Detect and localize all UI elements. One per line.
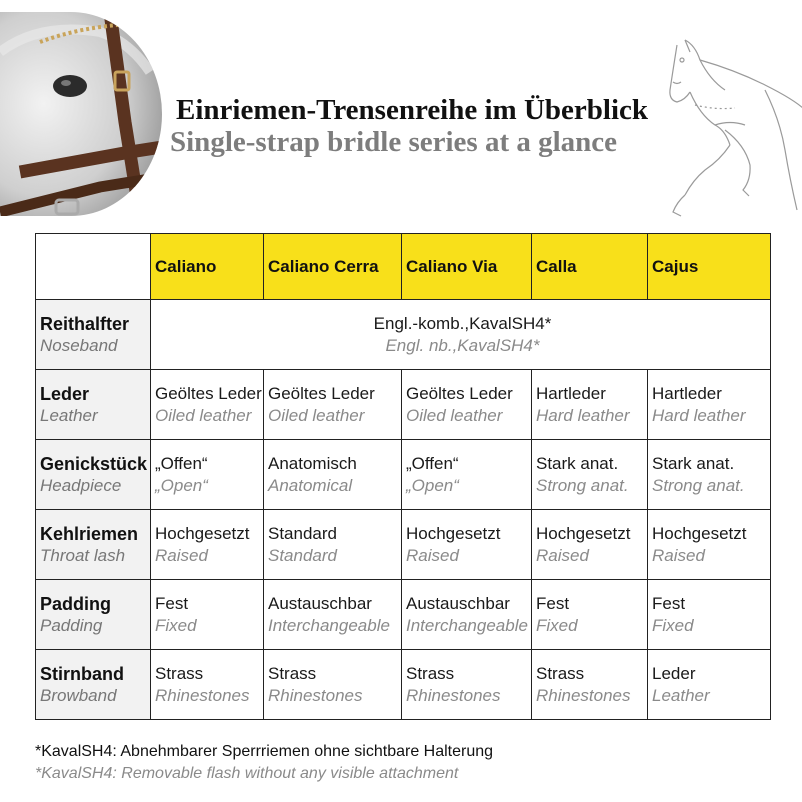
cell-value-en: Hard leather [536,405,630,425]
column-header: Calla [532,234,648,300]
cell-value-de: Leder [652,663,696,683]
column-header: Caliano Cerra [264,234,402,300]
row-label [36,510,151,580]
row-label [36,580,151,650]
table-cell [151,440,264,510]
cell-value-en: Raised [536,545,589,565]
row-label-en: Throat lash [40,545,126,565]
table-row [36,510,771,580]
table-cell [532,440,648,510]
cell-value-de: Strass [155,663,204,683]
cell-value-en: Interchangeable [268,615,390,635]
table-cell [264,370,402,440]
row-label-en: Headpiece [40,475,122,495]
row-label-de: Genickstück [40,453,148,474]
cell-value-en: Raised [652,545,705,565]
cell-value-de: Geöltes Leder [406,383,513,403]
page-title: Einriemen-Trensenreihe im Überblick [176,94,649,126]
column-header: Caliano Via [402,234,532,300]
merged-cell [151,300,771,370]
table-row [36,370,771,440]
cell-value-de: Hochgesetzt [155,523,250,543]
cell-value-en: Rhinestones [406,685,501,705]
cell-value-en: Leather [652,685,710,705]
cell-value-de: Strass [536,663,585,683]
cell-value-en: Hard leather [652,405,746,425]
table-cell [151,650,264,720]
table-row [36,650,771,720]
cell-value-de: Hochgesetzt [536,523,631,543]
cell-value-de: Austauschbar [268,593,372,613]
horse-bridle-photo [0,12,162,216]
table-cell [264,510,402,580]
row-label-en: Browband [40,685,117,705]
cell-value-de: Stark anat. [536,453,619,473]
cell-value-de: Strass [268,663,317,683]
cell-value-de: Standard [268,523,337,543]
cell-value-de: „Offen“ [155,453,208,473]
cell-value-en: Standard [268,545,337,565]
cell-value-de: Engl.-komb.,KavalSH4* [373,313,552,333]
table-cell [402,510,532,580]
table-cell [648,370,771,440]
column-header: Caliano [151,234,264,300]
table-cell [648,580,771,650]
cell-value-en: Fixed [536,615,578,635]
table-cell [151,510,264,580]
row-label-de: Reithalfter [40,313,130,334]
table-row [36,580,771,650]
table-cell [648,650,771,720]
table-cell [532,370,648,440]
table-cell [264,580,402,650]
table-cell [151,580,264,650]
cell-value-en: Raised [406,545,459,565]
row-label [36,650,151,720]
table-cell [648,440,771,510]
footnote-en: *KavalSH4: Removable flash without any visible attachment [35,765,459,782]
cell-value-en: Fixed [155,615,197,635]
cell-value-de: Fest [155,593,189,613]
cell-value-de: Geöltes Leder [268,383,375,403]
table-cell [402,440,532,510]
table-cell [532,510,648,580]
cell-value-de: Stark anat. [652,453,735,473]
footnote-de: *KavalSH4: Abnehmbarer Sperrriemen ohne sichtbare Halterung [35,743,494,760]
header-corner [36,234,151,300]
cell-value-en: Oiled leather [406,405,503,425]
column-header: Cajus [648,234,771,300]
cell-value-de: Hochgesetzt [406,523,501,543]
cell-value-en: „Open“ [155,475,208,495]
table-cell [264,440,402,510]
cell-value-de: Anatomisch [268,453,357,473]
cell-value-en: Oiled leather [155,405,252,425]
table-row [36,300,771,370]
horse-sketch-illustration [655,30,802,225]
table-cell [532,650,648,720]
cell-value-de: Fest [652,593,686,613]
comparison-table [35,233,771,720]
table-cell [648,510,771,580]
table-row [36,440,771,510]
row-label-en: Padding [40,615,103,635]
cell-value-de: Fest [536,593,570,613]
row-label [36,370,151,440]
row-label-en: Leather [40,405,98,425]
row-label [36,300,151,370]
cell-value-de: Hartleder [536,383,606,403]
table-header-row [36,234,771,300]
cell-value-de: Hartleder [652,383,722,403]
cell-value-de: Geöltes Leder [155,383,262,403]
row-label-en: Noseband [40,335,118,355]
cell-value-en: Rhinestones [536,685,631,705]
table-cell [402,580,532,650]
page-subtitle: Single-strap bridle series at a glance [170,126,618,158]
cell-value-de: Hochgesetzt [652,523,747,543]
cell-value-en: Strong anat. [536,475,629,495]
cell-value-en: Oiled leather [268,405,365,425]
cell-value-en: Fixed [652,615,694,635]
table-cell [532,580,648,650]
cell-value-en: Rhinestones [155,685,250,705]
cell-value-en: „Open“ [406,475,459,495]
row-label-de: Kehlriemen [40,523,139,544]
cell-value-en: Anatomical [268,475,353,495]
cell-value-de: Austauschbar [406,593,510,613]
cell-value-en: Interchangeable [406,615,528,635]
cell-value-en: Engl. nb.,KavalSH4* [385,335,540,355]
table-cell [402,650,532,720]
row-label [36,440,151,510]
row-label-de: Stirnband [40,663,124,684]
cell-value-en: Strong anat. [652,475,745,495]
cell-value-en: Rhinestones [268,685,363,705]
table-cell [402,370,532,440]
cell-value-de: Strass [406,663,455,683]
row-label-de: Padding [40,593,111,614]
table-cell [151,370,264,440]
table-cell [264,650,402,720]
cell-value-en: Raised [155,545,208,565]
row-label-de: Leder [40,383,90,404]
cell-value-de: „Offen“ [406,453,459,473]
